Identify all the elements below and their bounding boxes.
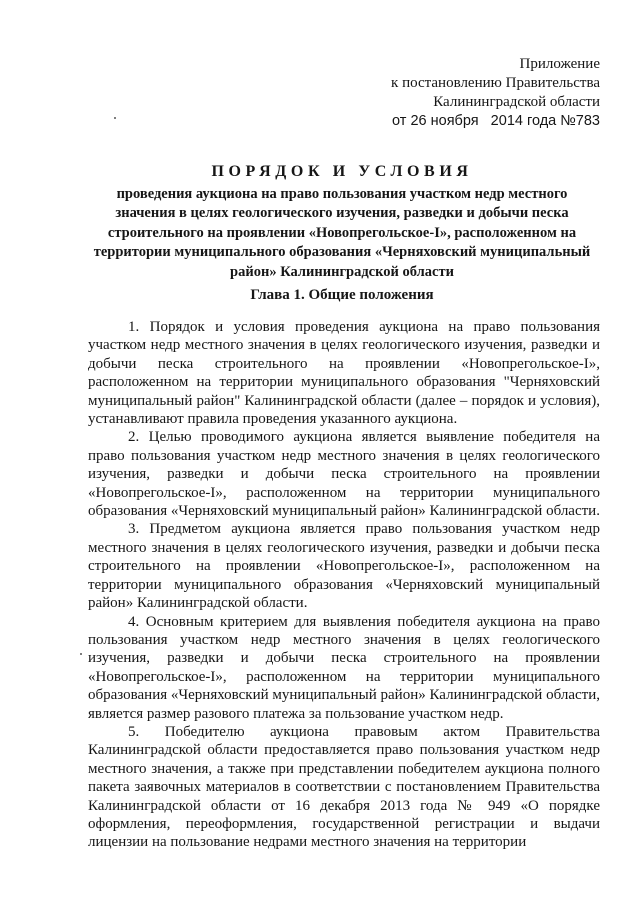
appendix-line-2: к постановлению Правительства bbox=[391, 75, 600, 91]
scan-speck bbox=[114, 117, 116, 119]
appendix-line-3: Калининградской области bbox=[433, 94, 600, 110]
document-title: ПОРЯДОК И УСЛОВИЯ bbox=[211, 163, 473, 180]
appendix-header bbox=[391, 55, 600, 131]
document-subtitle: проведения аукциона на право пользования участком недр местного значения в целях геологического изучения, разведки и добычи песка строительного на проявлении «Новопрегольское-I», расположенном на территории муниципального образования «Черняховский муниципальный район» Калининградской области bbox=[93, 185, 591, 280]
paragraph-1: 1. Порядок и условия проведения аукциона на право пользования участком недр местного значения в целях геологического изучения, разведки и добычи песка строительного на проявлении «Новопрегольское-I», расположенном на территории муниципального образования "Черняховский муниципальный район" Калининградской области (далее – порядок и условия), устанавливают правила проведения указанного аукциона. bbox=[88, 319, 600, 428]
appendix-date-line: от 26 ноября 2014 года №783 bbox=[392, 113, 600, 129]
paragraph-4: 4. Основным критерием для выявления победителя аукциона на право пользования участком недр местного значения в целях геологического изучения, разведки и добычи песка строительного на проявлении «Новопрегольское-I», расположенном на территории муниципального образования «Черняховский муниципальный район» Калининградской области, является размер разового платежа за пользование участком недр. bbox=[88, 613, 600, 722]
paragraph-2: 2. Целью проводимого аукциона является выявление победителя на право пользования участком недр местного значения в целях геологического изучения, разведки и добычи песка строительного на проявлении «Новопрегольское-I», расположенном на территории муниципального образования «Черняховский муниципальный район» Калининградской области. bbox=[88, 429, 600, 520]
document-heading bbox=[88, 162, 596, 282]
scan-speck bbox=[80, 653, 82, 655]
chapter-heading: Глава 1. Общие положения bbox=[250, 287, 434, 303]
body-text bbox=[88, 318, 600, 852]
paragraph-5: 5. Победителю аукциона правовым актом Правительства Калининградской области предоставляется право пользования участком недр местного значения, а также при представлении победителем аукциона полного пакета заявочных материалов в соответствии с постановлением Правительства Калининградской области от 16 декабря 2013 года № 949 «О порядке оформления, переоформления, государственной регистрации и выдачи лицензии на пользование недрами местного значения на территории bbox=[88, 723, 600, 851]
paragraph-3: 3. Предметом аукциона является право пользования участком недр местного значения в целях геологического изучения, разведки и добычи песка строительного на проявлении «Новопрегольское-I», расположенном на территории муниципального образования «Черняховский муниципальный район» Калининградской области. bbox=[88, 521, 600, 612]
appendix-line-1: Приложение bbox=[519, 56, 600, 72]
